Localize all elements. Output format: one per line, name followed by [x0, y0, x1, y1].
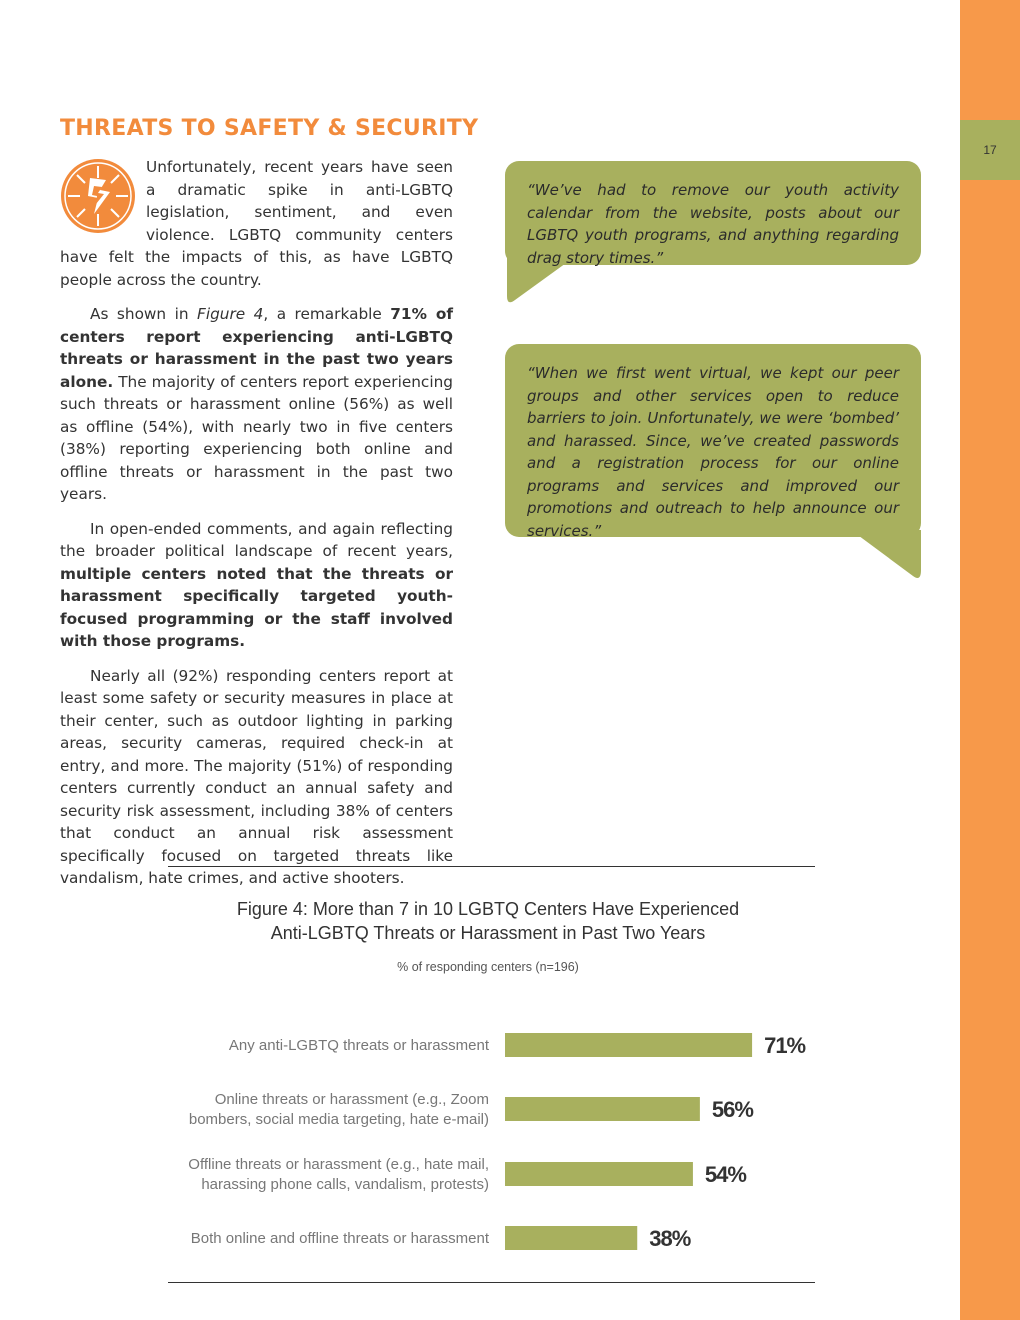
- bar-3: [505, 1162, 693, 1186]
- quote-bubble-2: “When we first went virtual, we kept our peer groups and other services open to reduce barriers to join. Unfortunately, we were ‘bombed’ and harassed. Since, we’ve created passwords and a registration process for our online programs and services and improved our promotions and outreach to help announce our services.”: [505, 344, 921, 537]
- paragraph-4: [60, 665, 453, 890]
- page-number: 17: [983, 143, 997, 157]
- figure-title-line-2: Anti-LGBTQ Threats or Harassment in Past Two Years: [270, 923, 706, 943]
- bar-2: [505, 1097, 700, 1121]
- p2-text-a: As shown in: [90, 305, 198, 323]
- figure-bottom-rule: [168, 1282, 815, 1283]
- category-label-4-line-1: Both online and offline threats or harassment: [190, 1230, 489, 1247]
- paragraph-2: [60, 303, 453, 506]
- figure-top-rule: [168, 866, 815, 867]
- section-title: THREATS TO SAFETY & SECURITY: [60, 116, 479, 141]
- p3-key-finding: multiple centers noted that the threats or harassment specifically targeted youth-focused programming or the staff involved with those programs.: [60, 564, 453, 650]
- p4-text: Nearly all (92%) responding centers report at least some safety or security measures in place at their center, such as outdoor lighting in parking areas, security cameras, required check-in at entry, and more. The majority (51%) of responding centers currently conduct an annual safety and security risk assessment, including 38% of centers that conduct an annual risk assessment specifically focused on targeted threats like vandalism, hate crimes, and active shooters.: [60, 666, 453, 887]
- figure-subtitle: % of responding centers (n=196): [397, 960, 579, 974]
- p2-text-b: , a remarkable: [263, 305, 391, 323]
- bar-value-label-3: 54%: [704, 1162, 746, 1187]
- figure-reference: Figure 4: [197, 305, 264, 323]
- p2-key-finding: 71% of centers report experiencing anti-LGBTQ threats or harassment in the past two years alone.: [60, 305, 453, 391]
- category-label-3-line-2: harassing phone calls, vandalism, protests): [201, 1176, 489, 1193]
- bar-value-label-2: 56%: [711, 1097, 753, 1122]
- bar-1: [505, 1033, 752, 1057]
- category-label-2-line-2: bombers, social media targeting, hate e-mail): [188, 1111, 489, 1128]
- p3-text-a: In open-ended comments, and again reflecting the broader political landscape of recent years,: [60, 519, 453, 560]
- category-label-1-line-1: Any anti-LGBTQ threats or harassment: [228, 1037, 489, 1054]
- paragraph-1-text: Unfortunately, recent years have seen a dramatic spike in anti-LGBTQ legislation, sentiment, and even violence. LGBTQ community centers have felt the impacts of this, as have LGBTQ people across the country.: [60, 158, 453, 289]
- quote-bubble-1: “We’ve had to remove our youth activity calendar from the website, posts about our LGBTQ youth programs, and anything regarding drag story times.”: [505, 161, 921, 265]
- p2-text-c: The majority of centers report experiencing such threats or harassment online (56%) as well as offline (54%), with nearly two in five centers (38%) reporting experiencing both online and offline threats or harassment in the past two years.: [60, 372, 453, 503]
- figure-title: [168, 897, 808, 945]
- bar-value-label-1: 71%: [764, 1033, 806, 1058]
- body-text: [60, 156, 453, 902]
- bar-value-label-4: 38%: [649, 1226, 691, 1251]
- category-label-3-line-1: Offline threats or harassment (e.g., hate mail,: [188, 1156, 489, 1173]
- category-label-2-line-1: Online threats or harassment (e.g., Zoom: [214, 1091, 489, 1108]
- paragraph-1: [60, 156, 453, 291]
- page-sidebar: [960, 0, 1020, 1320]
- bar-4: [505, 1226, 637, 1250]
- quote-2-tail: [845, 530, 925, 582]
- figure-title-line-1: Figure 4: More than 7 in 10 LGBTQ Centers Have Experienced: [236, 899, 740, 919]
- paragraph-3: [60, 518, 453, 653]
